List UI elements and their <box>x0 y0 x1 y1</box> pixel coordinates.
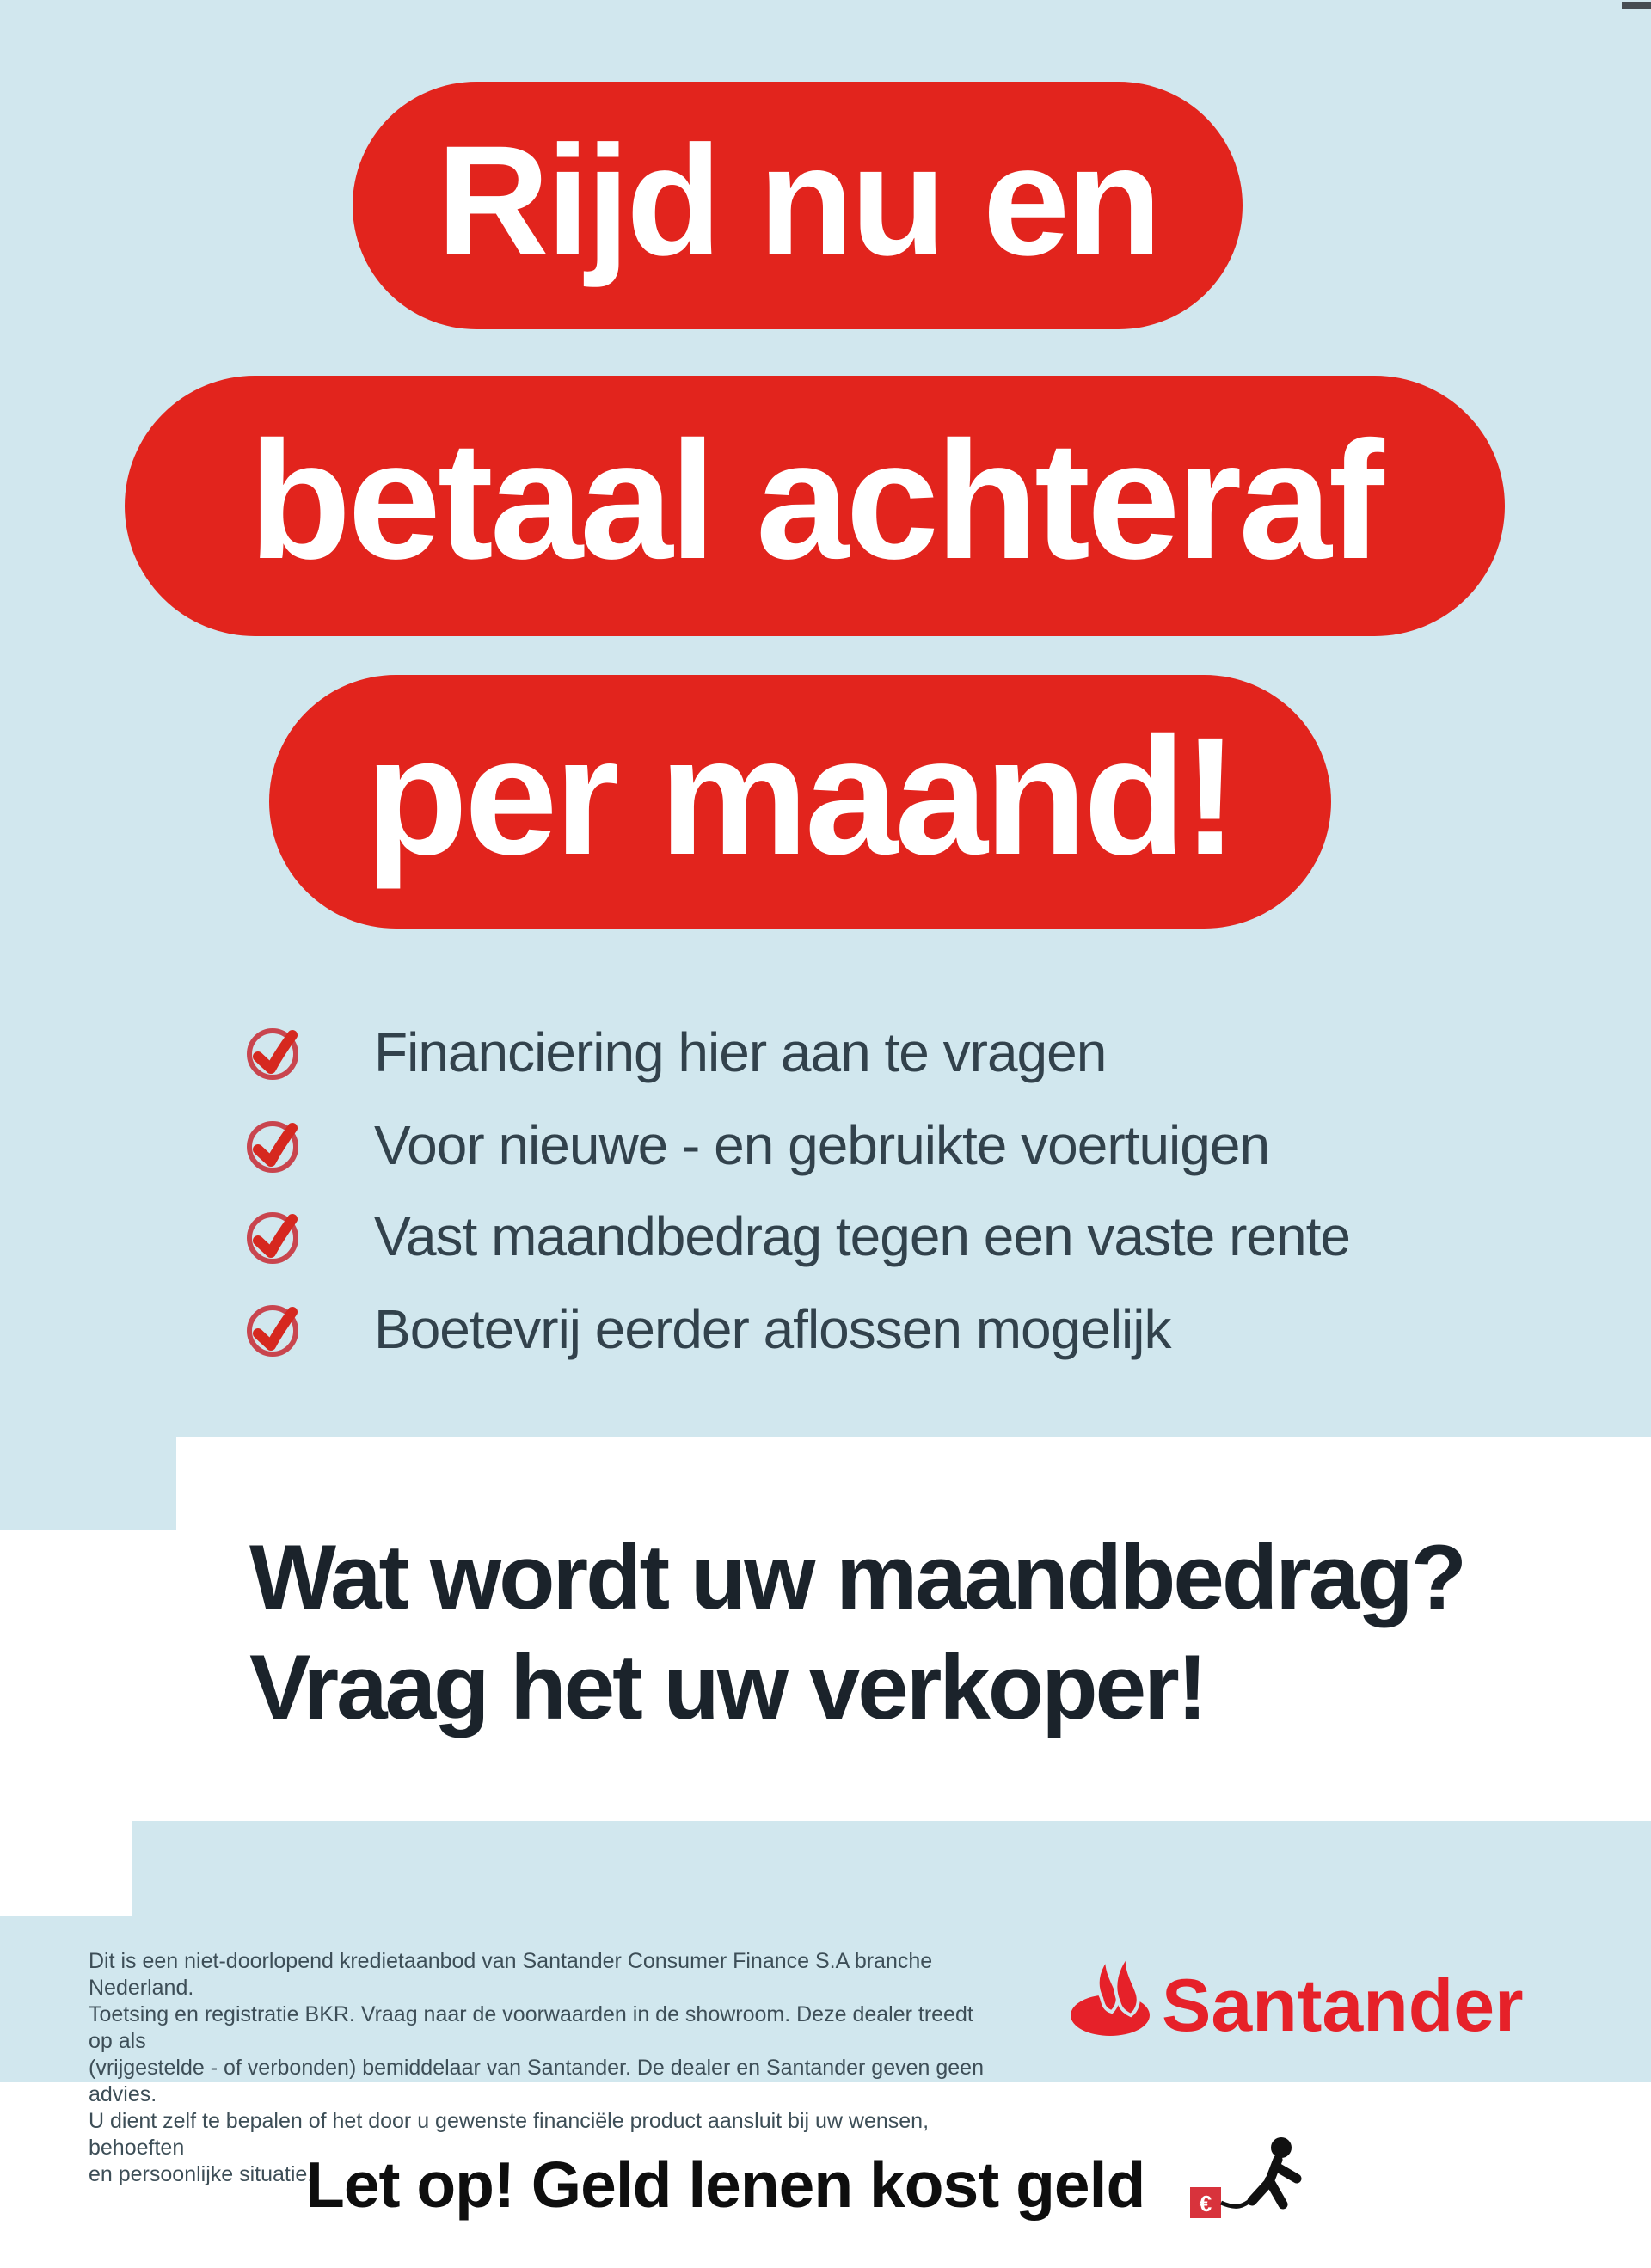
checklist-item <box>244 1202 1350 1271</box>
checkmark-circle-icon <box>244 1023 303 1082</box>
checklist-item <box>244 1018 1106 1087</box>
offer-headline-line1: Wat wordt uw maandbedrag? <box>249 1525 1465 1628</box>
euro-symbol: € <box>1199 2191 1212 2216</box>
money-ball-and-chain-icon <box>1187 2125 1316 2237</box>
checkmark-circle-icon <box>244 1116 303 1174</box>
disclaimer-line: Toetsing en registratie BKR. Vraag naar de voorwaarden in de showroom. Deze dealer treedt op als <box>89 2002 973 2053</box>
checklist-item-label: Boetevrij eerder aflossen mogelijk <box>374 1298 1171 1360</box>
checkmark-circle-icon <box>244 1207 303 1266</box>
scan-corner-artifact <box>1622 2 1651 9</box>
headline-pill-1 <box>353 82 1243 329</box>
disclaimer-line: en persoonlijke situatie. <box>89 2162 314 2186</box>
top-blue-left-step <box>0 1437 176 1530</box>
headline-pill-1-text: Rijd nu en <box>436 113 1159 288</box>
headline-pill-3-text: per maand! <box>365 702 1236 890</box>
credit-warning-text: Let op! Geld lenen kost geld <box>305 2148 1145 2221</box>
checklist-item-label: Vast maandbedrag tegen een vaste rente <box>374 1205 1350 1267</box>
headline-pill-2-text: betaal achteraf <box>249 407 1381 594</box>
headline-pill-3 <box>269 675 1331 929</box>
disclaimer-line: (vrijgestelde - of verbonden) bemiddelaar van Santander. De dealer en Santander geven geen advies. <box>89 2056 984 2106</box>
checklist-item-label: Voor nieuwe - en gebruikte voertuigen <box>374 1114 1270 1176</box>
walking-person-figure <box>1252 2137 1297 2204</box>
checklist-item <box>244 1295 1170 1364</box>
checklist-item-label: Financiering hier aan te vragen <box>374 1021 1107 1083</box>
headline-pill-2 <box>125 376 1505 636</box>
santander-wordmark: Santander <box>1162 1965 1524 2044</box>
offer-headline-line2: Vraag het uw verkoper! <box>249 1635 1206 1738</box>
checkmark-circle-icon <box>244 1300 303 1358</box>
disclaimer-line: U dient zelf te bepalen of het door u gewenste financiële product aansluit bij uw wensen, behoeften <box>89 2109 930 2160</box>
disclaimer-line: Dit is een niet-doorlopend kredietaanbod van Santander Consumer Finance S.A branche Nederland. <box>89 1949 933 2000</box>
checklist-item <box>244 1111 1269 1180</box>
santander-logo <box>1069 1945 1559 2044</box>
santander-flame-icon <box>1071 1955 1150 2036</box>
